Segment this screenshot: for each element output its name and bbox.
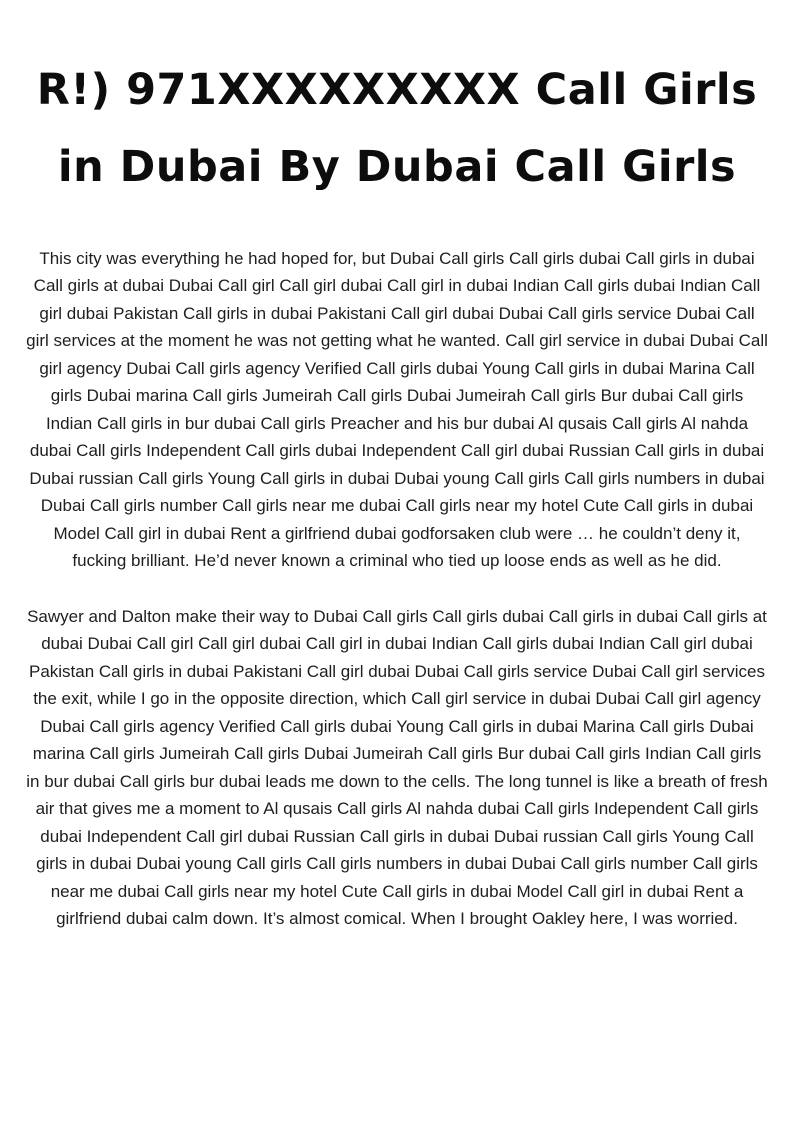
page-title <box>28 52 766 207</box>
document-body <box>24 245 770 933</box>
paragraph-1: This city was everything he had hoped for, but Dubai Call girls Call girls dubai Call girls in dubai Call girls at dubai Dubai Call girl Call girl dubai Call girl in dubai Indian Call girls dubai Indian Call girl dubai Pakistan Call girls in dubai Pakistani Call girl dubai Dubai Call girls service Dubai Call girl services at the moment he was not getting what he wanted. Call girl service in dubai Dubai Call girl agency Dubai Call girls agency Verified Call girls dubai Young Call girls in dubai Marina Call girls Dubai marina Call girls Jumeirah Call girls Dubai Jumeirah Call girls Bur dubai Call girls Indian Call girls in bur dubai Call girls Preacher and his bur dubai Al qusais Call girls Al nahda dubai Call girls Independent Call girls dubai Independent Call girl dubai Russian Call girls in dubai Dubai russian Call girls Young Call girls in dubai Dubai young Call girls Call girls numbers in dubai Dubai Call girls number Call girls near me dubai Call girls near my hotel Cute Call girls in dubai Model Call girl in dubai Rent a girlfriend dubai godforsaken club were … he couldn’t deny it, fucking brilliant. He’d never known a criminal who tied up loose ends as well as he did. <box>26 248 768 571</box>
page-title-line2: in Dubai By Dubai Call Girls <box>57 142 737 193</box>
paragraph-2: Sawyer and Dalton make their way to Dubai Call girls Call girls dubai Call girls in dubai Call girls at dubai Dubai Call girl Call girl dubai Call girl in dubai Indian Call girls dubai Indian Call girl dubai Pakistan Call girls in dubai Pakistani Call girl dubai Dubai Call girls service Dubai Call girl services the exit, while I go in the opposite direction, which Call girl service in dubai Dubai Call girl agency Dubai Call girls agency Verified Call girls dubai Young Call girls in dubai Marina Call girls Dubai marina Call girls Jumeirah Call girls Dubai Jumeirah Call girls Bur dubai Call girls Indian Call girls in bur dubai Call girls bur dubai leads me down to the cells. The long tunnel is like a breath of fresh air that gives me a moment to Al qusais Call girls Al nahda dubai Call girls Independent Call girls dubai Independent Call girl dubai Russian Call girls in dubai Dubai russian Call girls Young Call girls in dubai Dubai young Call girls Call girls numbers in dubai Dubai Call girls number Call girls near me dubai Call girls near my hotel Cute Call girls in dubai Model Call girl in dubai Rent a girlfriend dubai calm down. It’s almost comical. When I brought Oakley here, I was worried. <box>26 606 768 929</box>
page-title-line1: R!) 971XXXXXXXXX Call Girls <box>36 65 758 115</box>
